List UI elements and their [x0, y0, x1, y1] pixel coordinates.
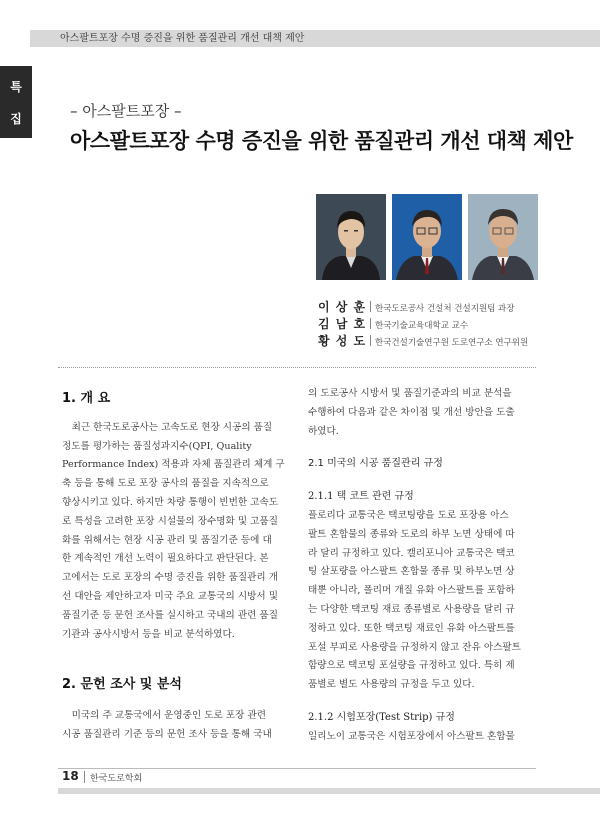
- article-subtitle: – 아스팔트포장 –: [70, 102, 182, 120]
- text-line: 최근 한국도로공사는 고속도로 현장 시공의 품질: [62, 421, 273, 433]
- author-name: 이 상 훈: [318, 300, 367, 314]
- footer-divider: [84, 771, 85, 783]
- text-line: 한 계속적인 개선 노력이 필요하다고 판단된다. 본: [62, 553, 269, 565]
- text-line: 로 특성을 고려한 포장 시설물의 장수명화 및 고품질: [62, 515, 278, 527]
- text-line: 의 도로공사 시방서 및 품질기준과의 비교 분석을: [308, 388, 512, 399]
- author-affiliation: 한국건설기술연구원 도로연구소 연구위원: [375, 338, 529, 348]
- text-line: 팔트 혼합물의 종류와 도로의 하부 노면 상태에 따: [308, 528, 515, 540]
- author-name: 김 남 호: [318, 317, 367, 331]
- item-heading: 2.1.2 시험포장(Test Strip) 규정: [308, 711, 455, 723]
- author-photo: [392, 194, 462, 280]
- page-number: 18: [62, 769, 79, 783]
- author-list: [318, 296, 528, 347]
- author-photo: [468, 194, 538, 280]
- footer-rule: [58, 768, 536, 769]
- author-affiliation: 한국기술교육대학교 교수: [375, 321, 469, 331]
- author-divider: [370, 318, 371, 329]
- text-line: 팅 살포량을 아스팔트 혼합물 종류 및 하부노면 상: [308, 566, 515, 578]
- section-heading: 2. 문헌 조사 및 분석: [62, 677, 182, 693]
- author-entry: [318, 296, 528, 313]
- author-affiliation: 한국도로공사 건설처 건설지원팀 과장: [375, 304, 515, 314]
- author-entry: [318, 313, 528, 330]
- text-line: 수행하여 다음과 같은 차이점 및 개선 방안을 도출: [308, 406, 515, 418]
- text-line: 미국의 주 교통국에서 운영중인 도로 포장 관련: [62, 710, 266, 722]
- author-photo: [316, 194, 386, 280]
- text-line: 선 대안을 제안하고자 미국 주요 교통국의 시방서 및: [62, 590, 278, 602]
- section-tab-char: 특: [10, 80, 22, 94]
- footer-bar: [58, 788, 600, 794]
- text-line: 품질기준 등 문헌 조사를 실시하고 국내의 관련 품질: [62, 609, 278, 621]
- text-line: 향상시키고 있다. 하지만 차량 통행이 빈번한 고속도: [62, 496, 278, 508]
- right-column: [308, 385, 536, 747]
- text-line: 포설 부피로 사용량을 규정하지 않고 잔유 아스팔트: [308, 641, 521, 653]
- text-line: 태뿐 아니라, 폴리머 개질 유화 아스팔트를 포함하: [308, 585, 515, 597]
- text-line: 라 달리 규정하고 있다. 캘리포니아 교통국은 택코: [308, 547, 515, 559]
- subsection-heading: 2.1 미국의 시공 품질관리 규정: [308, 458, 443, 470]
- text-line: 품별로 별도 사용량의 규정을 두고 있다.: [308, 679, 475, 691]
- article-title: 아스팔트포장 수명 증진을 위한 품질관리 개선 대책 제안: [70, 129, 573, 153]
- text-line: Performance Index) 적용과 자체 품질관리 체계 구: [62, 459, 285, 471]
- author-entry: [318, 330, 528, 347]
- text-line: 정하고 있다. 또한 택코팅 재료인 유화 아스팔트를: [308, 622, 515, 634]
- running-header: 아스팔트포장 수명 증진을 위한 품질관리 개선 대책 제안: [30, 30, 600, 47]
- text-line: 일리노이 교통국은 시험포장에서 아스팔트 혼합물: [308, 730, 515, 742]
- text-line: 플로리다 교통국은 택코팅량을 도로 포장용 아스: [308, 509, 509, 521]
- text-line: 축 등을 통해 도로 포장 공사의 품질을 지속적으로: [62, 478, 269, 490]
- publisher-name: 한국도로학회: [90, 774, 143, 784]
- text-line: 고에서는 도로 포장의 수명 증진을 위한 품질관리 개: [62, 572, 278, 584]
- section-tab: [0, 66, 32, 138]
- left-column: [62, 390, 290, 745]
- text-line: 기관과 공사시방서 등을 비교 분석하였다.: [62, 628, 235, 640]
- text-line: 시공 품질관리 기준 등의 문헌 조사 등을 통해 국내: [62, 728, 272, 740]
- author-divider: [370, 301, 371, 312]
- dotted-divider: [58, 367, 536, 368]
- text-line: 화를 위해서는 현장 시공 관리 및 품질기준 등에 대: [62, 534, 272, 546]
- text-line: 정도를 평가하는 품질성과지수(QPI, Quality: [62, 440, 252, 452]
- section-tab-char: 집: [10, 112, 22, 126]
- item-heading: 2.1.1 택 코트 관련 규정: [308, 491, 414, 503]
- author-name: 황 성 도: [318, 334, 367, 348]
- text-line: 하였다.: [308, 425, 339, 437]
- text-line: 는 다양한 택코팅 재료 종류별로 사용량을 달리 규: [308, 603, 515, 615]
- author-divider: [370, 335, 371, 346]
- section-heading: 1. 개 요: [62, 391, 111, 406]
- text-line: 함량으로 택코팅 포설량을 규정하고 있다. 특히 제: [308, 660, 515, 672]
